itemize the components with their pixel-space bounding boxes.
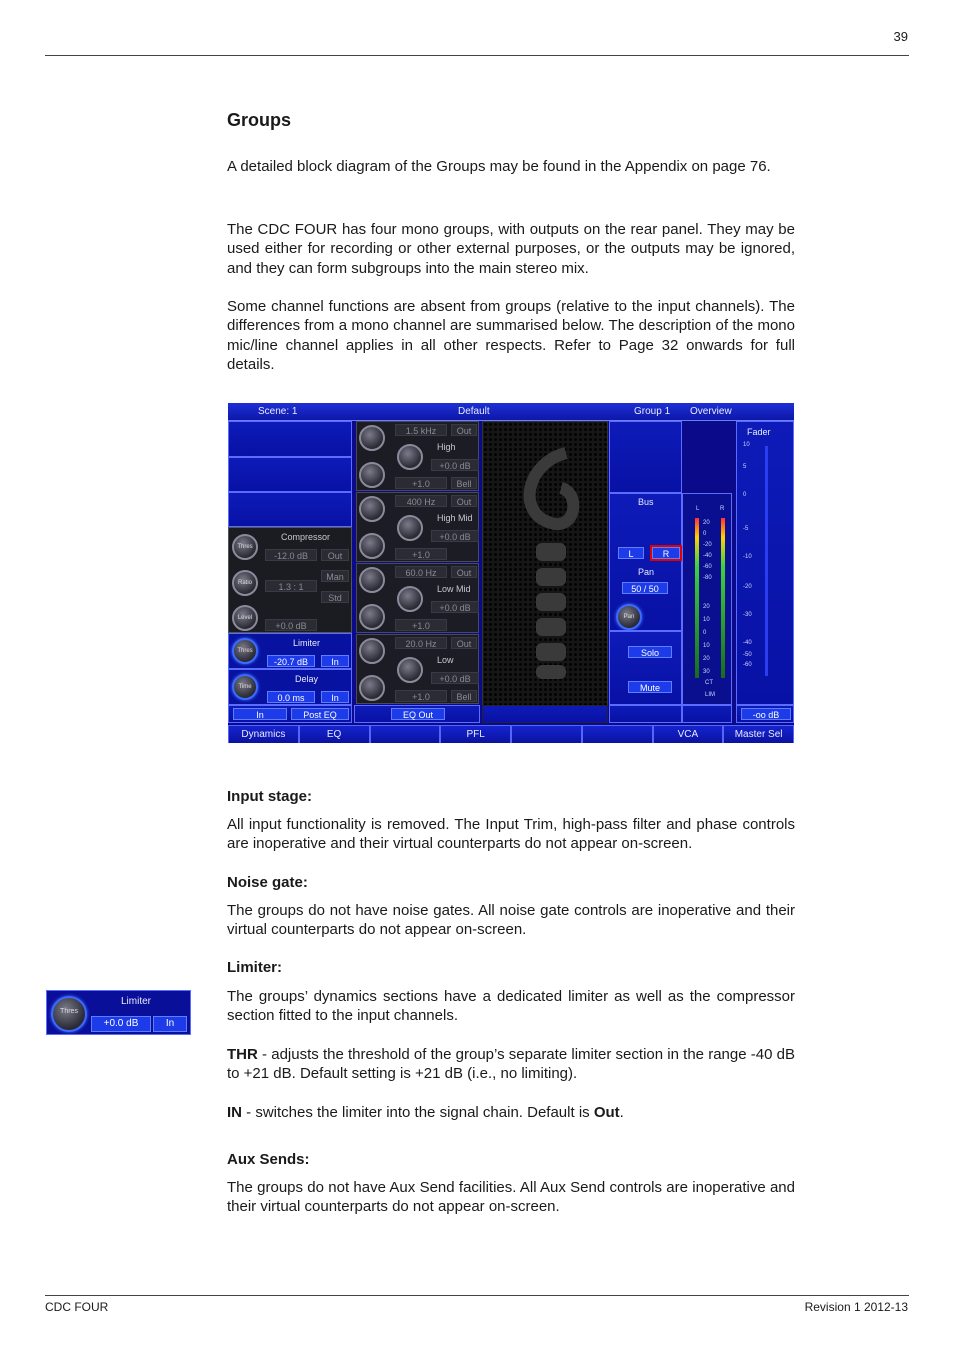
footer-right: Revision 1 2012-13 [804, 1300, 908, 1314]
meter-bar-right [721, 518, 725, 678]
comp-ratio-knob[interactable]: Ratio [232, 570, 258, 596]
bottom-tab-bar [228, 725, 794, 743]
input-stage-heading: Input stage: [227, 788, 312, 805]
eq-q-knob[interactable] [359, 604, 385, 630]
dynamics-in-button[interactable]: In [233, 708, 287, 720]
eq-gain-knob[interactable] [397, 657, 423, 683]
eq-out-button[interactable]: EQ Out [391, 708, 445, 720]
eq-state-button[interactable]: Out [451, 424, 477, 436]
fader-tick: 5 [743, 464, 747, 470]
eq-state-button[interactable]: Out [451, 637, 477, 649]
eq-gain-knob[interactable] [397, 444, 423, 470]
footer-left: CDC FOUR [45, 1300, 109, 1314]
comp-out-button[interactable]: Out [321, 549, 349, 561]
meter-l-label: L [696, 506, 700, 512]
in-text [227, 1103, 795, 1122]
thr-description: - adjusts the threshold of the group’s separate limiter section in the range -40 dB to +21 dB. Default setting is +21 dB (i.e., no limiting). [227, 1046, 795, 1083]
meter-tick: -80 [703, 575, 712, 581]
limiter-threshold-knob[interactable]: Thres [232, 638, 258, 664]
meter-tick-lower: 20 [703, 604, 710, 610]
meter-tick: -40 [703, 553, 712, 559]
noise-gate-heading: Noise gate: [227, 874, 308, 891]
delay-section [228, 669, 352, 705]
post-eq-button[interactable]: Post EQ [291, 708, 349, 720]
paragraph-1: A detailed block diagram of the Groups may be found in the Appendix on page 76. [227, 158, 771, 175]
thr-key: THR [227, 1046, 258, 1063]
fader-value: -oo dB [741, 708, 791, 720]
bus-section [609, 493, 682, 631]
eq-q-value: +1.0 [395, 619, 447, 631]
scene-label: Scene: 1 [258, 406, 298, 417]
page-number: 39 [893, 29, 908, 44]
bottom-tab-3[interactable]: PFL [440, 725, 511, 743]
eq-state-button[interactable]: Out [451, 495, 477, 507]
bottom-tab-5[interactable] [582, 725, 653, 743]
bottom-tab-0[interactable]: Dynamics [228, 725, 299, 743]
paragraph-3: Some channel functions are absent from groups (relative to the input channels). The differences from a mono channel are summarised below. The description of the mono mic/line channel applies in all other respects. Refer to Page 32 onwards for full details. [227, 298, 795, 374]
dyn-empty-block-2 [228, 457, 352, 492]
eq-band-3 [356, 634, 479, 704]
eq-band-label: Low [437, 655, 454, 665]
fader-title: Fader [747, 427, 771, 437]
compressor-section [228, 527, 352, 633]
limiter-section [228, 633, 352, 669]
eq-gain-value: +0.0 dB [431, 459, 479, 471]
fader-tick: -20 [743, 584, 752, 590]
eq-band-0 [356, 421, 479, 491]
limiter-widget-threshold-knob[interactable]: Thres [51, 996, 87, 1032]
eq-freq-knob[interactable] [359, 496, 385, 522]
bottom-tab-4[interactable] [511, 725, 582, 743]
dynamics-footer [228, 705, 352, 723]
footer-rule [45, 1295, 909, 1296]
fader-section [736, 421, 794, 705]
header-rule [45, 55, 909, 56]
eq-band-label: High Mid [437, 513, 473, 523]
mute-button[interactable]: Mute [628, 681, 672, 693]
eq-gain-knob[interactable] [397, 586, 423, 612]
in-default: Out [593, 1104, 620, 1121]
eq-band-2 [356, 563, 479, 633]
aux-sends-text: The groups do not have Aux Send facilities. All Aux Send controls are inoperative and their virtual counterparts do not appear on-screen. [227, 1179, 795, 1216]
eq-q-value: +1.0 [395, 548, 447, 560]
comp-level-value: +0.0 dB [265, 619, 317, 631]
eq-footer [354, 705, 480, 723]
preset-label: Default [458, 406, 490, 417]
bottom-tab-6[interactable]: VCA [653, 725, 724, 743]
limiter-text: The groups’ dynamics sections have a dedicated limiter as well as the compressor section fitted to the input channels. [227, 988, 795, 1025]
meter-tick: -20 [703, 542, 712, 548]
meter-tick: -60 [703, 564, 712, 570]
meter-tick-lower: 10 [703, 617, 710, 623]
noise-gate-text: The groups do not have noise gates. All noise gate controls are inoperative and their virtual counterparts do not appear on-screen. [227, 902, 795, 939]
meter-tick: 0 [703, 531, 707, 537]
comp-level-knob[interactable]: Level [232, 605, 258, 631]
eq-band-label: High [437, 442, 456, 452]
input-stage-text: All input functionality is removed. The Input Trim, high-pass filter and phase controls are inoperative and their virtual counterparts do not appear on-screen. [227, 816, 795, 853]
fader-footer [736, 705, 794, 723]
eq-q-knob[interactable] [359, 533, 385, 559]
fader-tick: -40 [743, 640, 752, 646]
aux-sends-heading: Aux Sends: [227, 1151, 310, 1168]
in-end: . [619, 1104, 624, 1121]
delay-in-button[interactable]: In [321, 691, 349, 703]
bus-empty-block [609, 421, 682, 493]
fader-tick: -10 [743, 554, 752, 560]
eq-gain-knob[interactable] [397, 515, 423, 541]
fader-tick: 0 [743, 492, 747, 498]
limiter-heading: Limiter: [227, 959, 283, 976]
fader-tick: 10 [743, 442, 750, 448]
eq-q-knob[interactable] [359, 462, 385, 488]
bottom-tab-7[interactable]: Master Sel [723, 725, 794, 743]
comp-ratio-value: 1.3 : 1 [265, 580, 317, 592]
solo-mute-section [609, 631, 682, 705]
in-description: - switches the limiter into the signal chain. Default is [242, 1104, 594, 1121]
eq-freq-knob[interactable] [359, 425, 385, 451]
paragraph-2: The CDC FOUR has four mono groups, with outputs on the rear panel. They may be used either for recording or other external purposes, or the outputs may be ignored, and they can form subgroups into the main stereo mix. [227, 221, 795, 277]
fader-tick: -30 [743, 612, 752, 618]
in-key: IN [227, 1104, 242, 1121]
meter-ct-label: CT [705, 680, 713, 686]
eq-freq-knob[interactable] [359, 567, 385, 593]
delay-time-value: 0.0 ms [267, 691, 315, 703]
eq-gain-value: +0.0 dB [431, 601, 479, 613]
eq-band-label: Low Mid [437, 584, 471, 594]
fader-tick: -50 [743, 652, 752, 658]
eq-q-knob[interactable] [359, 675, 385, 701]
eq-shape-button[interactable]: Bell [451, 477, 477, 489]
meter-r-label: R [720, 506, 725, 512]
pan-knob[interactable]: Pan [616, 604, 642, 630]
limiter-widget-in-button[interactable]: In [153, 1016, 187, 1032]
eq-shape-button[interactable]: Bell [451, 690, 477, 702]
eq-freq-value: 20.0 Hz [395, 637, 447, 649]
eq-gain-value: +0.0 dB [431, 530, 479, 542]
eq-freq-value: 1.5 kHz [395, 424, 447, 436]
limiter-widget-value: +0.0 dB [91, 1016, 151, 1032]
meter-bar-left [695, 518, 699, 678]
bus-title: Bus [638, 497, 654, 507]
meter-section [682, 493, 732, 705]
bottom-tab-2[interactable] [370, 725, 441, 743]
console-top-bar [228, 403, 794, 421]
limiter-widget-image [46, 990, 191, 1035]
meter-tick-lower: 10 [703, 643, 710, 649]
meter-tick-lower: 20 [703, 656, 710, 662]
meter-lim-label: LIM [705, 692, 716, 698]
fader-track[interactable] [765, 446, 768, 676]
eq-gain-value: +0.0 dB [431, 672, 479, 684]
comp-threshold-value: -12.0 dB [265, 549, 317, 561]
meter-tick-lower: 0 [703, 630, 707, 636]
bus-r-button[interactable]: R [652, 547, 680, 559]
limiter-widget-title: Limiter [121, 996, 152, 1007]
eq-state-button[interactable]: Out [451, 566, 477, 578]
fader-tick: -60 [743, 662, 752, 668]
eq-freq-value: 60.0 Hz [395, 566, 447, 578]
grille-footer [482, 705, 608, 723]
compressor-title: Compressor [281, 532, 331, 542]
group-label: Group 1 [634, 406, 671, 417]
delay-time-knob[interactable]: Time [232, 674, 258, 700]
eq-q-value: +1.0 [395, 690, 447, 702]
eq-freq-value: 400 Hz [395, 495, 447, 507]
pan-value: 50 / 50 [622, 582, 668, 594]
meter-footer [682, 705, 732, 723]
meter-tick: 20 [703, 520, 710, 526]
limiter-threshold-value: -20.7 dB [267, 655, 315, 667]
meter-tick-lower: 30 [703, 669, 710, 675]
comp-man-button[interactable]: Man [321, 570, 349, 582]
solo-button[interactable]: Solo [628, 646, 672, 658]
limiter-title: Limiter [293, 638, 321, 648]
dyn-empty-block-3 [228, 492, 352, 527]
view-label: Overview [690, 406, 732, 417]
eq-band-1 [356, 492, 479, 562]
delay-title: Delay [295, 674, 319, 684]
pan-title: Pan [638, 567, 655, 577]
bus-l-button[interactable]: L [618, 547, 644, 559]
cadac-logo-icon [506, 443, 586, 683]
comp-threshold-knob[interactable]: Thres [232, 534, 258, 560]
section-heading: Groups [227, 110, 292, 130]
comp-std-button[interactable]: Std [321, 591, 349, 603]
fader-tick: -5 [743, 526, 749, 532]
limiter-in-button[interactable]: In [321, 655, 349, 667]
eq-freq-knob[interactable] [359, 638, 385, 664]
bottom-tab-1[interactable]: EQ [299, 725, 370, 743]
thr-text [227, 1045, 795, 1084]
eq-q-value: +1.0 [395, 477, 447, 489]
group-overview-screenshot [228, 403, 794, 743]
dyn-empty-block-1 [228, 421, 352, 457]
bus-footer [609, 705, 682, 723]
